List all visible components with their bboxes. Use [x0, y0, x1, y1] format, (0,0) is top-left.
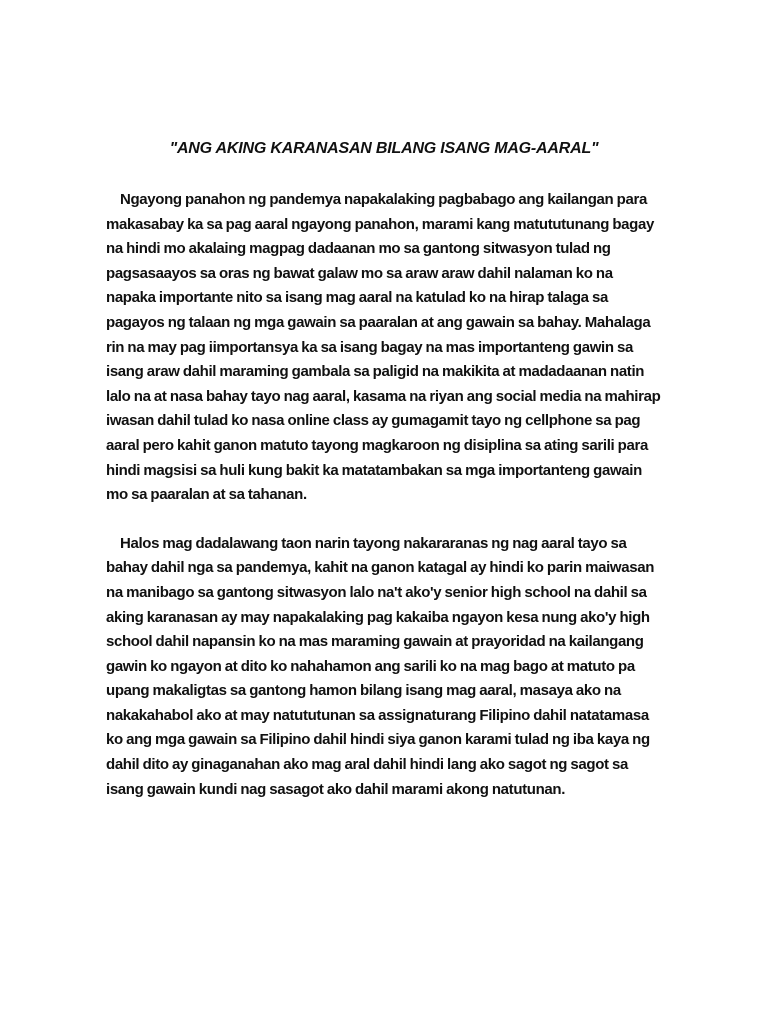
text-line: bahay dahil nga sa pandemya, kahit na ganon katagal ay hindi ko parin maiwasan: [106, 559, 655, 577]
document-body: [92, 188, 682, 826]
text-line: mo sa paaralan at sa tahanan.: [106, 486, 307, 504]
text-line: aking karanasan ay may napakalaking pag kakaiba ngayon kesa nung ako'y high: [106, 608, 650, 626]
text-line: lalo na at nasa bahay tayo nag aaral, kasama na riyan ang social media na mahirap: [106, 387, 661, 405]
text-line: isang araw dahil maraming gambala sa paligid na makikita at madadaanan natin: [106, 363, 645, 381]
text-line: upang makaligtas sa gantong hamon bilang isang mag aaral, masaya ako na: [106, 682, 621, 700]
text-line: ko ang mga gawain sa Filipino dahil hindi siya ganon karami tulad ng iba kaya ng: [106, 731, 650, 749]
text-line: isang gawain kundi nag sasagot ako dahil marami akong natutunan.: [106, 780, 566, 798]
text-line: hindi magsisi sa huli kung bakit ka matatambakan sa mga importanteng gawain: [106, 461, 642, 479]
text-line: na hindi mo akalaing magpag dadaanan mo sa gantong sitwasyon tulad ng: [106, 240, 611, 258]
text-line: school dahil napansin ko na mas maraming gawain at prayoridad na kailangang: [106, 633, 644, 651]
text-line: Halos mag dadalawang taon narin tayong nakararanas ng nag aaral tayo sa: [120, 534, 627, 552]
text-line: pagsasaayos sa oras ng bawat galaw mo sa araw araw dahil nalaman ko na: [106, 264, 613, 282]
text-line: na manibago sa gantong sitwasyon lalo na't ako'y senior high school na dahil sa: [106, 583, 647, 601]
paragraph-2: [92, 532, 682, 803]
text-line: gawin ko ngayon at dito ko nahahamon ang sarili ko na mag bago at matuto pa: [106, 657, 635, 675]
text-line: aaral pero kahit ganon matuto tayong magkaroon ng disiplina sa ating sarili para: [106, 436, 648, 454]
text-line: dahil dito ay ginaganahan ako mag aral dahil hindi lang ako sagot ng sagot sa: [106, 756, 628, 774]
text-line: napaka importante nito sa isang mag aaral na katulad ko na hirap talaga sa: [106, 289, 608, 307]
document-title: "ANG AKING KARANASAN BILANG ISANG MAG-AARAL": [169, 140, 599, 157]
text-line: nakakahabol ako at may natututunan sa assignaturang Filipino dahil natatamasa: [106, 706, 649, 724]
text-line: Ngayong panahon ng pandemya napakalaking pagbabago ang kailangan para: [120, 191, 647, 208]
text-line: pagayos ng talaan ng mga gawain sa paaralan at ang gawain sa bahay. Mahalaga: [106, 313, 651, 331]
text-line: rin na may pag iimportansya ka sa isang bagay na mas importanteng gawin sa: [106, 338, 633, 356]
text-line: iwasan dahil tulad ko nasa online class ay gumagamit tayo ng cellphone sa pag: [106, 412, 641, 430]
text-line: makasabay ka sa pag aaral ngayong panahon, marami kang matututunang bagay: [106, 215, 654, 233]
paragraph-1: [92, 188, 682, 508]
